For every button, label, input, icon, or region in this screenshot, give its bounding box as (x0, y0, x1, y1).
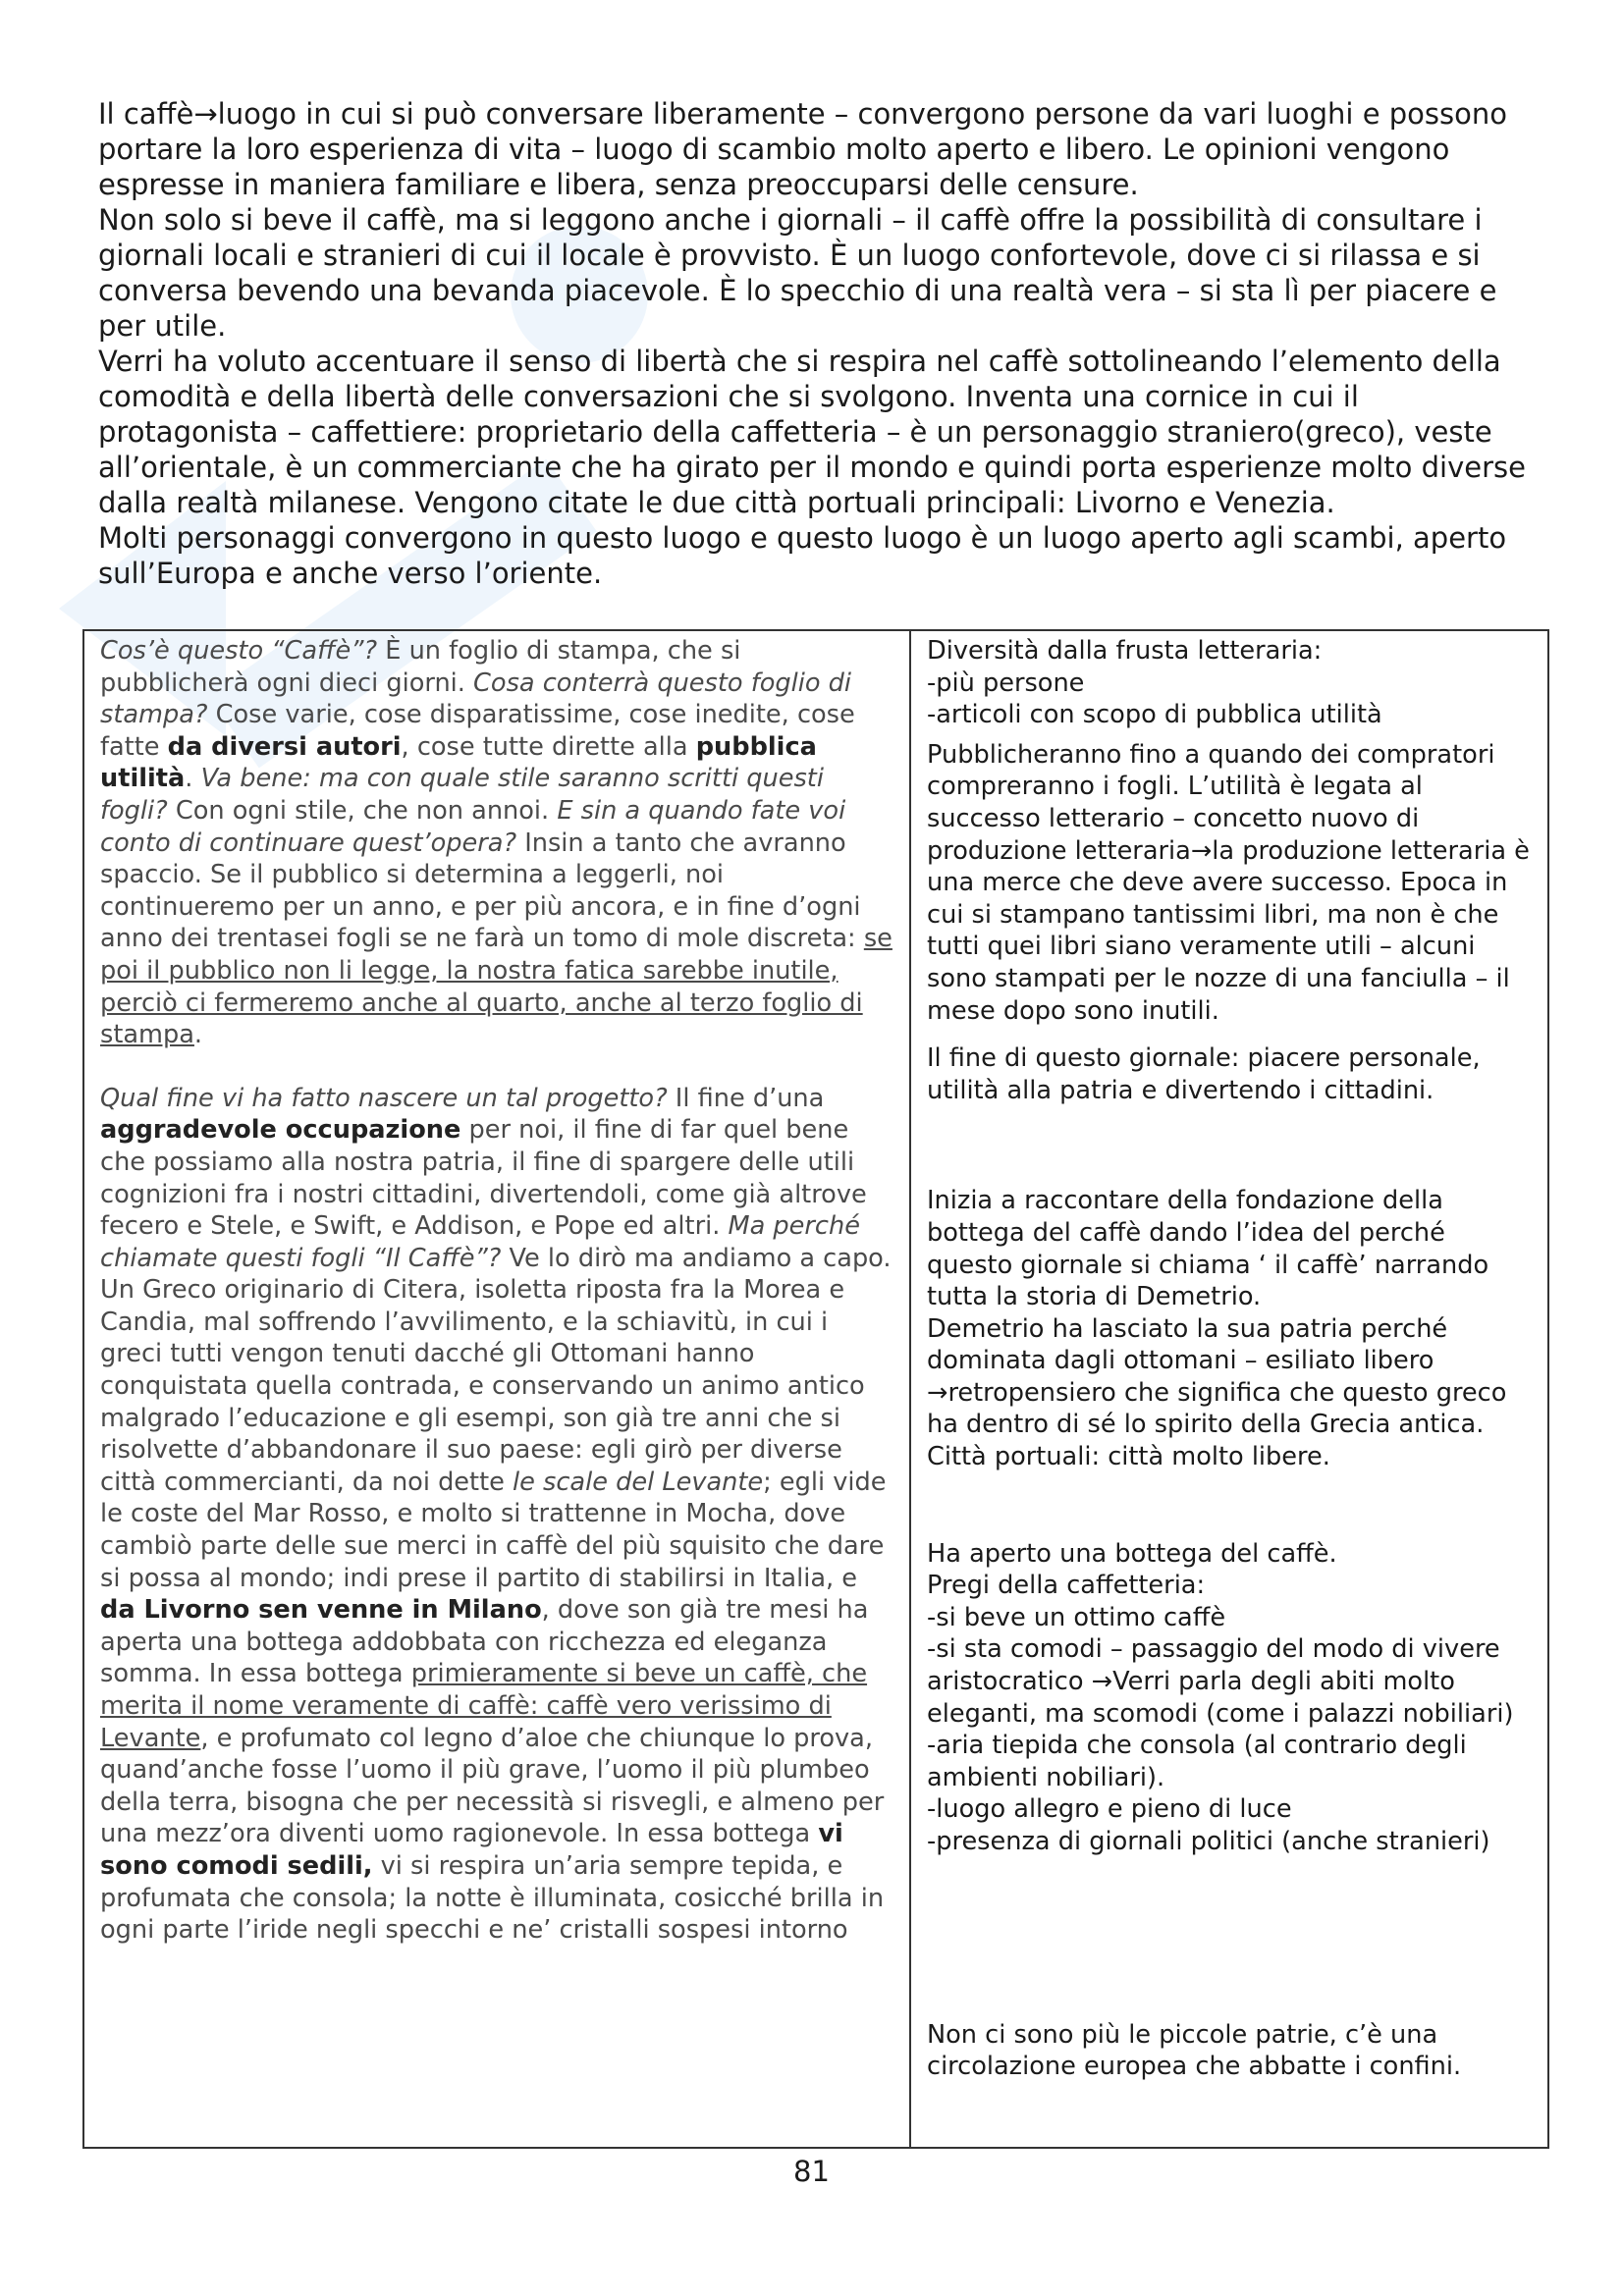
note-block (927, 1538, 1534, 1858)
note-line: -aria tiepida che consola (al contrario degli ambienti nobiliari). (927, 1731, 1467, 1792)
note-line: -luogo allegro e pieno di luce (927, 1794, 1292, 1825)
note-block: Non ci sono più le piccole patrie, c’è una circolazione europea che abbatte i confini. (927, 2019, 1462, 2082)
answer-text: , e profumato col legno d’aloe che chiunque lo prova, quand’anche fosse l’uomo il più grave, l’uomo il più plumbeo della terra, bisogna che per necessità si risvegli, e almeno per una mezz’ora diventi uomo ragionevole. In essa bottega (100, 1723, 885, 1849)
note-block: Pubblicheranno fino a quando dei compratori compreranno i fogli. L’utilità è legata al successo letterario – concetto nuovo di produzione letteraria→la produzione letteraria è una merce che deve avere successo. Epoca in cui si stampano tantissimi libri, ma non è che tutti quei libri siano veramente utili – alcuni sono stampati per le nozze di una fanciulla – il mese dopo sono inutili. (927, 739, 1530, 1026)
answer-text: Insin a tanto che avranno spaccio. Se il pubblico si determina a leggerli, noi continueremo per un anno, e per più ancora, e in fine d’ogni anno dei trentasei fogli se ne farà un tomo di mole discreta: (100, 828, 864, 954)
note-block (927, 1185, 1534, 1472)
note-block (927, 635, 1534, 731)
answer-text: vi si respira un’aria sempre tepida, e profumata che consola; la notte è illuminata, cosicché brilla in ogni parte l’iride negli specchi e ne’ cristalli sospesi intorno (100, 1850, 885, 1946)
answer-text: . (193, 1020, 203, 1050)
note-block: Il fine di questo giornale: piacere personale, utilità alla patria e divertendo i cittadini. (927, 1043, 1481, 1105)
table-row (83, 630, 1548, 2148)
underlined-text: primieramente si beve un caffè, che merita il nome veramente di caffè: caffè vero verissimo di Levante (100, 1659, 868, 1753)
answer-text: È un foglio di stampa, che si pubblicherà ogni dieci giorni. (100, 636, 741, 698)
underlined-text: se poi il pubblico non li legge, la nostra fatica sarebbe inutile, perciò ci fermeremo anche al quarto, anche al terzo foglio di stampa (100, 924, 893, 1050)
question-text: E sin a quando fate voi conto di continuare quest’opera? (100, 795, 846, 858)
note-line: -presenza di giornali politici (anche stranieri) (927, 1827, 1490, 1856)
note-line: -si sta comodi – passaggio del modo di vivere aristocratico →Verri parla degli abiti molto eleganti, ma scomodi (come i palazzi nobiliari) (927, 1634, 1514, 1729)
bold-text: da diversi autori (167, 731, 402, 762)
answer-text: ; egli vide le coste del Mar Rosso, e molto si trattenne in Mocha, dove cambiò parte delle sue merci in caffè del più squisito che dare si possa al mondo; indi prese il partito di stabilirsi in Italia, e (100, 1467, 887, 1593)
bold-text: da Livorno sen venne in Milano (100, 1595, 542, 1626)
bold-text: vi sono comodi sedili, (100, 1819, 843, 1881)
answer-text: , dove son già tre mesi ha aperta una bottega addobbata con ricchezza ed eleganza somma. In essa bottega (100, 1595, 869, 1689)
intro-paragraph: Molti personaggi convergono in questo luogo e questo luogo è un luogo aperto agli scambi, aperto sull’Europa e anche verso l’oriente. (98, 521, 1507, 590)
italic-text: le scale del Levante (513, 1467, 764, 1497)
bold-text: aggradevole occupazione (100, 1115, 461, 1146)
intro-text (98, 96, 1532, 591)
answer-text: Cose varie, cose disparatissime, cose inedite, cose fatte (100, 700, 855, 762)
source-paragraph (100, 635, 895, 1051)
answer-text: Ve lo dirò ma andiamo a capo. (501, 1243, 892, 1273)
note-line: Pregi della caffetteria: (927, 1571, 1206, 1601)
note-line: -articoli con scopo di pubblica utilità (927, 700, 1382, 730)
note-line: Demetrio ha lasciato la sua patria perché dominata dagli ottomani – esiliato libero →retropensiero che significa che questo greco ha dentro di sé lo spirito della Grecia antica. Città portuali: città molto libere. (927, 1313, 1507, 1472)
note-line: Inizia a raccontare della fondazione della bottega del caffè dando l’idea del perché questo giornale si chiama ‘ il caffè’ narrando tutta la storia di Demetrio. (927, 1186, 1489, 1312)
source-text-column (83, 630, 910, 2148)
answer-text: Un Greco originario di Citera, isoletta riposta fra la Morea e Candia, mal soffrendo l’avvilimento, e la schiavitù, in cui i greci tutti vengon tenuti dacché gli Ottomani hanno conquistata quella contrada, e conservando un animo antico malgrado l’educazione e gli esempi, son già tre anni che si risolvette d’abbandonare il suo paese: egli girò per diverse città commercianti, da noi dette (100, 1275, 865, 1497)
intro-paragraph: Non solo si beve il caffè, ma si leggono anche i giornali – il caffè offre la possibilità di consultare i giornali locali e stranieri di cui il locale è provvisto. È un luogo confortevole, dove ci si rilassa e si conversa bevendo una bevanda piacevole. È lo specchio di una realtà vera – si sta lì per piacere e per utile. (98, 203, 1497, 343)
answer-text: per noi, il fine di far quel bene che possiamo alla nostra patria, il fine di spargere delle utili cognizioni fra i nostri cittadini, divertendoli, come già altrove fecero e Stele, e Swift, e Addison, e Pope ed altri. (100, 1115, 867, 1242)
source-paragraph (100, 1274, 895, 1946)
page-number: 81 (793, 2155, 830, 2188)
question-text: Va bene: ma con quale stile saranno scritti questi fogli? (100, 764, 824, 826)
intro-paragraph: Il caffè→luogo in cui si può conversare liberamente – convergono persone da vari luoghi e possono portare la loro esperienza di vita – luogo di scambio molto aperto e libero. Le opinioni vengono espresse in maniera familiare e libera, senza preoccuparsi delle censure. (98, 97, 1508, 201)
note-line: -più persone (927, 667, 1085, 698)
question-text: Ma perché chiamate questi fogli “Il Caffè”? (100, 1211, 860, 1273)
source-paragraph (100, 1083, 895, 1275)
question-text: Qual fine vi ha fatto nascere un tal progetto? (100, 1083, 668, 1113)
intro-paragraph: Verri ha voluto accentuare il senso di libertà che si respira nel caffè sottolineando l’elemento della comodità e della libertà delle conversazioni che si svolgono. Inventa una cornice in cui il protagonista – caffettiere: proprietario della caffetteria – è un personaggio straniero(greco), veste all’orientale, è un commerciante che ha girato per il mondo e quindi porta esperienze molto diverse dalla realtà milanese. Vengono citate le due città portuali principali: Livorno e Venezia. (98, 345, 1526, 519)
answer-text: , cose tutte dirette alla (401, 731, 696, 762)
note-line: Diversità dalla frusta letteraria: (927, 636, 1323, 666)
bold-text: pubblica utilità (100, 731, 817, 794)
note-line: Ha aperto una bottega del caffè. (927, 1538, 1337, 1569)
question-text: Cosa conterrà questo foglio di stampa? (100, 667, 851, 730)
question-text: Cos’è questo “Caffè”? (100, 636, 378, 666)
answer-text: Con ogni stile, che non annoi. (167, 795, 558, 826)
answer-text: Il fine d’una (667, 1083, 825, 1113)
notes-column (910, 630, 1548, 2148)
answer-text: . (185, 764, 201, 794)
notes-table (82, 629, 1549, 2149)
note-line: -si beve un ottimo caffè (927, 1602, 1226, 1632)
